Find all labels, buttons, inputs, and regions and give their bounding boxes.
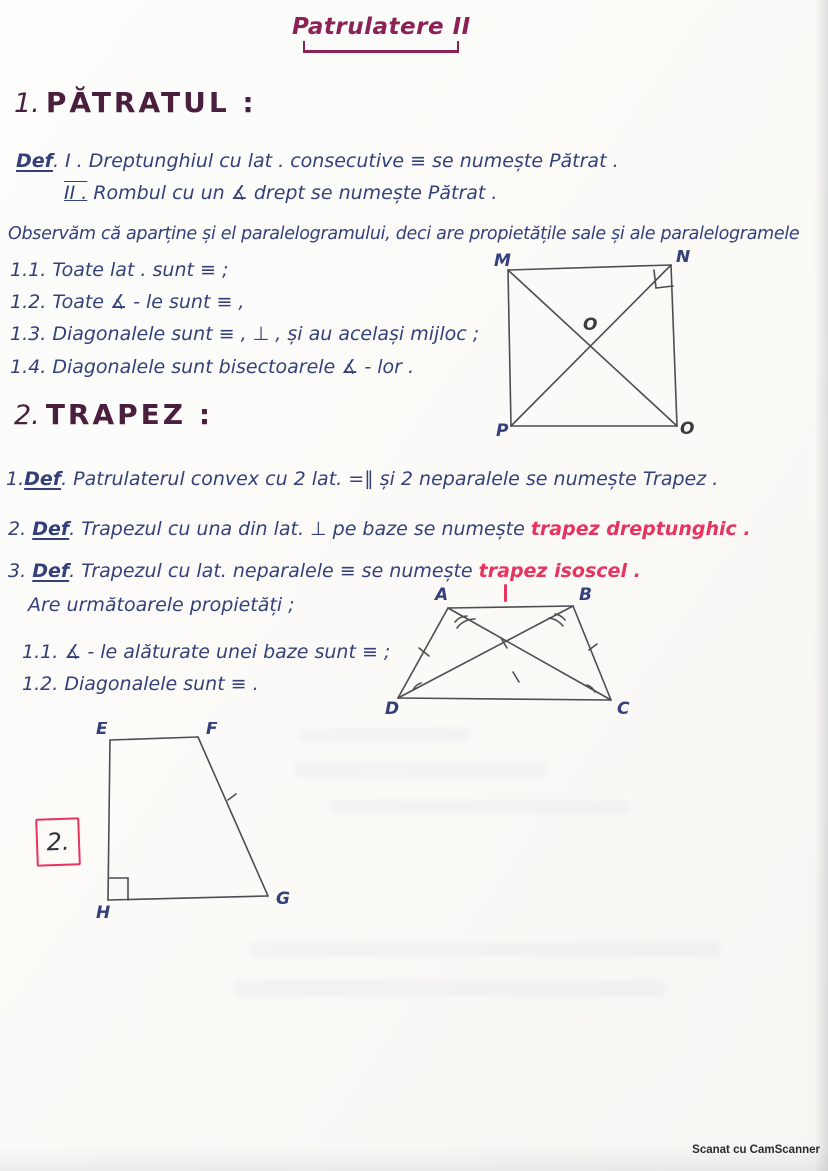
trapez-def-3: [8, 560, 641, 582]
section1-number: 1.: [14, 88, 40, 119]
square-property-3: [10, 323, 479, 345]
trapez-def-2: [8, 518, 751, 540]
item-number: 1.2.: [22, 673, 59, 695]
item-number: 1.1.: [10, 259, 47, 281]
section2-number: 2.: [14, 400, 40, 431]
item-number: 1.2.: [10, 291, 47, 313]
page-title: [292, 14, 471, 53]
bleed-through-smudge: [330, 800, 630, 814]
section1-title: PĂTRATUL :: [45, 86, 257, 119]
section2-heading: [14, 398, 213, 431]
vertex-label-A: A: [435, 586, 449, 605]
def2-text: Rombul cu un ∡ drept se numește Pătrat .: [93, 182, 498, 204]
vertex-label-G: G: [276, 889, 290, 909]
right-angle-mark: [109, 878, 128, 900]
title-underline-bracket: [303, 41, 459, 53]
vertex-label-O-corner: O: [680, 419, 695, 438]
def-highlight-red: trapez isoscel .: [478, 560, 641, 582]
def-number: 3.: [8, 560, 27, 582]
def1-number: . I .: [52, 150, 83, 172]
def-text: . Trapezul cu una din lat. ⊥ pe baze se numește: [69, 518, 525, 540]
item-text: Diagonalele sunt ≡ .: [64, 673, 259, 695]
def-text: . Trapezul cu lat. neparalele ≡ se numește: [69, 560, 473, 582]
item-number: 1.4.: [10, 356, 47, 378]
observation-line: Observăm că aparține și el paralelogramului, deci are propietățile sale și ale paralelogramele: [8, 224, 800, 244]
def-highlight-red: trapez dreptunghic .: [530, 518, 751, 540]
def1-text: Dreptunghiul cu lat . consecutive ≡ se numește Pătrat .: [88, 150, 619, 172]
def-number: 2.: [8, 518, 27, 540]
vertex-label-F: F: [206, 722, 218, 739]
center-label-O: O: [583, 315, 598, 335]
bleed-through-smudge: [295, 762, 545, 778]
def-label: Def: [32, 518, 70, 540]
vertex-label-B: B: [579, 586, 592, 605]
right-trapezoid-diagram: [88, 722, 298, 920]
def2-number: II .: [64, 182, 88, 204]
square-property-1: [10, 259, 228, 281]
trapez-property-2: [22, 673, 259, 695]
exercise-number: 2.: [46, 827, 70, 857]
bleed-through-smudge: [250, 942, 720, 957]
red-stray-mark: [504, 584, 507, 602]
def-number: 1.: [6, 468, 25, 490]
square-diagram: [488, 250, 713, 438]
vertex-label-P: P: [496, 421, 509, 438]
properties-intro: Are următoarele propietăți ;: [28, 594, 295, 616]
vertex-label-M: M: [494, 251, 511, 271]
item-text: Diagonalele sunt ≡ , ⊥ , și au același mijloc ;: [52, 323, 480, 345]
vertex-label-H: H: [96, 903, 111, 920]
item-number: 1.3.: [10, 323, 47, 345]
square-property-2: [10, 291, 244, 313]
def-line-1: [16, 150, 619, 172]
item-text: Toate lat . sunt ≡ ;: [52, 259, 229, 281]
def-label: Def: [24, 468, 62, 490]
section2-title: TRAPEZ :: [45, 398, 214, 431]
trapez-property-1: [22, 641, 390, 663]
item-text: Toate ∡ - le sunt ≡ ,: [52, 291, 245, 313]
item-text: Diagonalele sunt bisectoarele ∡ - lor .: [52, 356, 415, 378]
vertex-label-E: E: [96, 722, 108, 739]
section1-heading: [14, 86, 257, 119]
def-line-2: [64, 182, 497, 204]
def-label: Def: [16, 150, 53, 172]
bleed-through-smudge: [300, 728, 470, 742]
vertex-label-D: D: [385, 699, 400, 719]
square-property-4: [10, 356, 414, 378]
exercise-number-box: [35, 817, 81, 867]
camscanner-watermark: Scanat cu CamScanner: [692, 1144, 820, 1156]
vertex-label-N: N: [676, 250, 691, 267]
bleed-through-smudge: [235, 980, 665, 997]
item-text: ∡ - le alăturate unei baze sunt ≡ ;: [64, 641, 391, 663]
item-number: 1.1.: [22, 641, 59, 663]
vertex-label-C: C: [617, 699, 630, 719]
trapez-def-1: [6, 468, 718, 490]
page-title-text: Patrulatere II: [292, 14, 471, 40]
def-label: Def: [32, 560, 70, 582]
def-text: . Patrulaterul convex cu 2 lat. =∥ și 2 neparalele se numește Trapez .: [61, 468, 719, 490]
isosceles-trapezoid-diagram: [383, 586, 653, 720]
